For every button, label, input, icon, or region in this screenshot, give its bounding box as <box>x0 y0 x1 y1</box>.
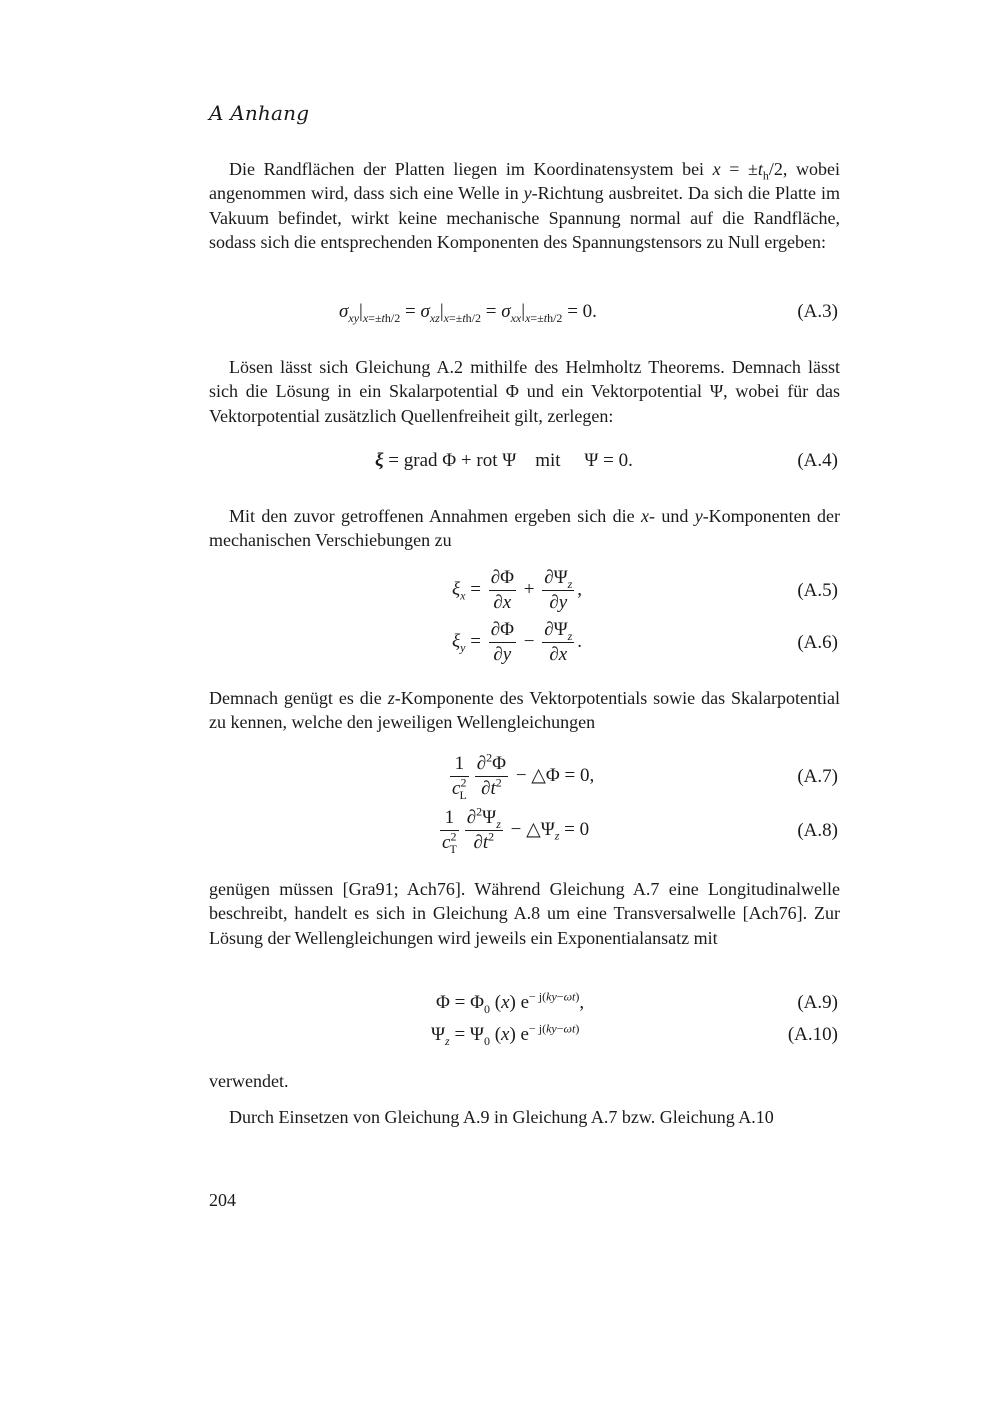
equation-a4-number: (A.4) <box>797 450 838 471</box>
equation-a7 <box>209 752 840 804</box>
equation-a5 <box>209 566 840 618</box>
paragraph-4: Demnach genügt es die z-Komponente des Vektorpotentials sowie das Skalarpotential zu kennen, welche den jeweiligen Wellengleichungen <box>209 688 840 733</box>
equation-a9-number: (A.9) <box>797 992 838 1013</box>
equation-a4 <box>209 446 840 486</box>
paragraph-7: Durch Einsetzen von Gleichung A.9 in Gleichung A.7 bzw. Gleichung A.10 <box>229 1107 774 1127</box>
equation-a10-number: (A.10) <box>787 1024 838 1045</box>
equation-a3 <box>209 297 840 337</box>
equation-a4-body: ξ = grad Φ + rot Ψ mit Ψ = 0. <box>375 450 633 471</box>
page-number: 204 <box>209 1190 236 1210</box>
paragraph-5: genügen müssen [Gra91; Ach76]. Während Gleichung A.7 eine Longitudinalwelle beschreibt, handelt es sich in Gleichung A.8 um eine Transversalwelle [Ach76]. Zur Lösung der Wellengleichungen wird jeweils ein Exponentialansatz mit <box>209 879 840 948</box>
paragraph-3: Mit den zuvor getroffenen Annahmen ergeben sich die x- und y-Komponenten der mechanischen Verschiebungen zu <box>209 506 840 551</box>
equation-a3-number: (A.3) <box>797 301 838 322</box>
equation-a5-body: $\xi_x$ = $\frac{\partial\Phi}{\partial x}$ + $\frac{\partial\Psi_z}{\partial y}$ , <box>452 567 583 613</box>
equation-a9-body: $\Phi = \Phi_0$ (x) $e^{- j(ky-\omega t)}$, <box>436 989 585 1016</box>
equation-a10-body: $\Psi_z = \Psi_0$ (x) $e^{- j(ky-\omega t)}$ <box>431 1021 580 1048</box>
equation-a7-number: (A.7) <box>797 766 838 787</box>
equation-a10 <box>209 1022 840 1062</box>
paragraph-6: verwendet. <box>209 1071 289 1091</box>
equation-a6-number: (A.6) <box>797 632 838 653</box>
equation-a6 <box>209 618 840 670</box>
equation-a3-body: $\sigma_{xy}|_{x=\pm th/2} = \sigma_{xz}|_{x=\pm th/2} = \sigma_{xx}|_{x=\pm th/2} = 0$. <box>339 301 597 325</box>
equation-a7-body: $\frac{1}{c^2_L}$ $\frac{\partial^2\Phi}{\partial t^2}$ − △Φ = 0, <box>452 750 595 802</box>
equation-a8-number: (A.8) <box>797 820 838 841</box>
paragraph-2: Lösen lässt sich Gleichung A.2 mithilfe des Helmholtz Theorems. Demnach lässt sich die Lösung in ein Skalarpotential Φ und ein Vektorpotential Ψ, wobei für das Vektorpotential zusätzlich Quellenfreiheit gilt, zerlegen: <box>209 357 840 426</box>
running-head: A Anhang <box>209 101 310 125</box>
equation-a5-number: (A.5) <box>797 580 838 601</box>
equation-a6-body: $\xi_y$ = $\frac{\partial\Phi}{\partial y}$ − $\frac{\partial\Psi_z}{\partial x}$ . <box>452 619 583 665</box>
equation-a8-body: $\frac{1}{c^2_T}$ $\frac{\partial^2\Psi_z}{\partial t^2}$ − $\triangle\Psi_z = 0$ <box>442 804 590 856</box>
equation-a8 <box>209 806 840 858</box>
paragraph-1: Die Randflächen der Platten liegen im Koordinatensystem bei $x = \pm t_h/2$, wobei angenommen wird, dass sich eine Welle in y-Richtung ausbreitet. Da sich die Platte im Vakuum befindet, wirkt keine mechanische Spannung normal auf die Randfläche, sodass sich die entsprechenden Komponenten des Spannungstensors zu Null ergeben: <box>209 159 840 253</box>
